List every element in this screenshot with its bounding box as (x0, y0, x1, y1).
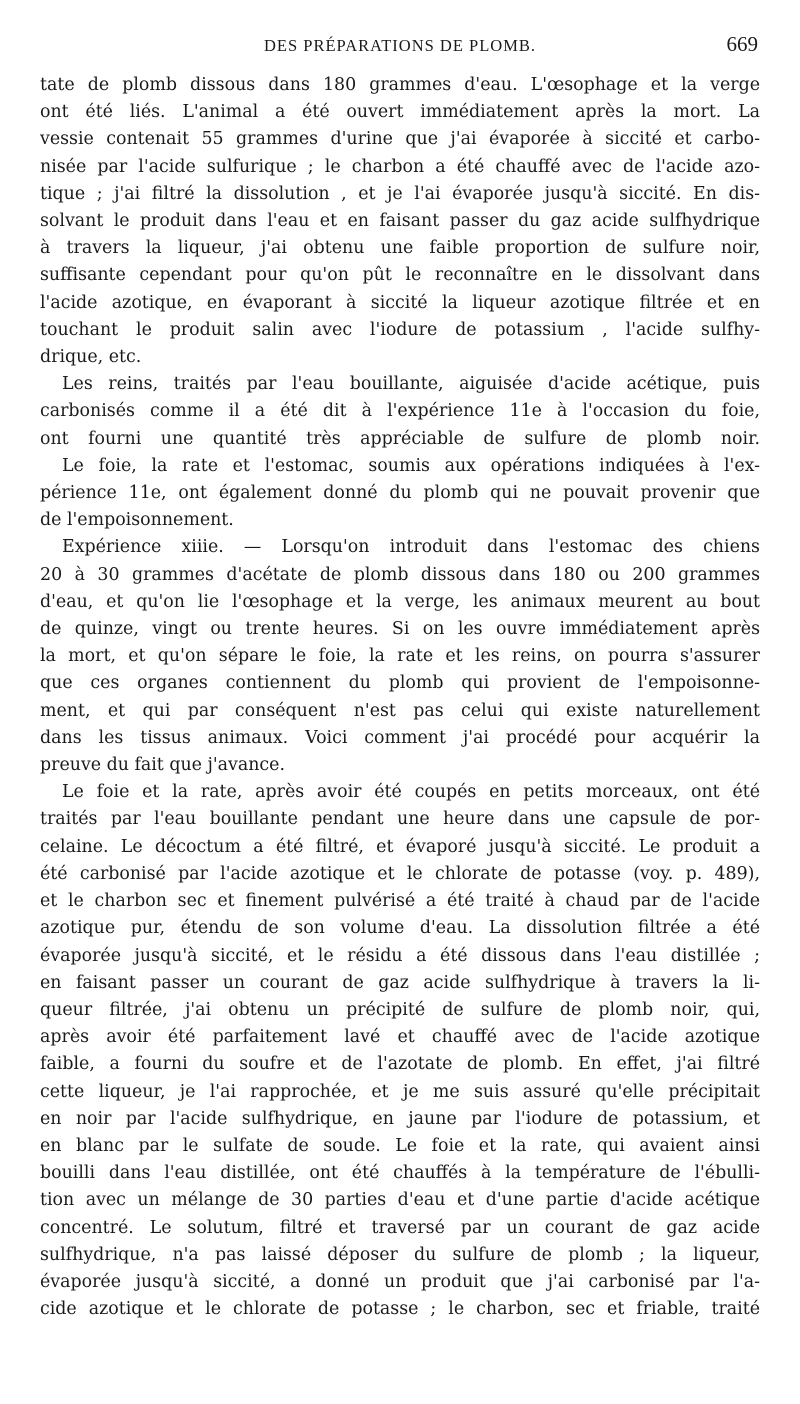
text-line: 20 à 30 grammes d'acétate de plomb dissous dans 180 ou 200 grammes (40, 564, 760, 585)
text-line: l'acide azotique, en évaporant à siccité la liqueur azotique filtrée et en (40, 292, 760, 313)
text-line: cette liqueur, je l'ai rapprochée, et je me suis assuré qu'elle précipitait (40, 1081, 760, 1102)
text-line: tique ; j'ai filtré la dissolution , et je l'ai évaporée jusqu'à siccité. En dis- (40, 183, 760, 204)
paragraph-start-line: Expérience xiiie. — Lorsqu'on introduit dans l'estomac des chiens (62, 537, 760, 558)
text-line: que ces organes contiennent du plomb qui provient de l'empoisonne- (40, 673, 760, 694)
text-line: carbonisés comme il a été dit à l'expérience 11e à l'occasion du foie, (40, 401, 760, 422)
text-line: été carbonisé par l'acide azotique et le chlorate de potasse (voy. p. 489), (40, 863, 760, 884)
text-line: après avoir été parfaitement lavé et chauffé avec de l'acide azotique (40, 1027, 760, 1048)
text-line: suffisante cependant pour qu'on pût le reconnaître en le dissolvant dans (40, 265, 760, 286)
paragraph-start-line: Les reins, traités par l'eau bouillante, aiguisée d'acide acétique, puis (62, 374, 760, 395)
text-line: traités par l'eau bouillante pendant une heure dans une capsule de por- (40, 809, 760, 830)
text-line: concentré. Le solutum, filtré et traversé par un courant de gaz acide (40, 1217, 760, 1238)
text-line: nisée par l'acide sulfurique ; le charbon a été chauffé avec de l'acide azo- (40, 156, 760, 177)
text-line: dans les tissus animaux. Voici comment j'ai procédé pour acquérir la (40, 727, 760, 748)
text-line: vessie contenait 55 grammes d'urine que j'ai évaporée à siccité et carbo- (40, 129, 760, 150)
text-line: bouilli dans l'eau distillée, ont été chauffés à la température de l'ébulli- (40, 1163, 760, 1184)
text-line: à travers la liqueur, j'ai obtenu une faible proportion de sulfure noir, (40, 238, 760, 259)
text-line: en faisant passer un courant de gaz acide sulfhydrique à travers la li- (40, 972, 760, 993)
paragraph-start-line: Le foie, la rate et l'estomac, soumis aux opérations indiquées à l'ex- (62, 455, 760, 476)
text-line: solvant le produit dans l'eau et en faisant passer du gaz acide sulfhydrique (40, 211, 760, 232)
text-line: preuve du fait que j'avance. (40, 755, 285, 776)
text-line: queur filtrée, j'ai obtenu un précipité de sulfure de plomb noir, qui, (40, 999, 760, 1020)
page-number: 669 (726, 32, 758, 56)
text-line: ont été liés. L'animal a été ouvert immédiatement après la mort. La (40, 102, 760, 123)
running-title: DES PRÉPARATIONS DE PLOMB. (263, 36, 537, 55)
text-line: évaporée jusqu'à siccité, a donné un produit que j'ai carbonisé par l'a- (40, 1271, 760, 1292)
text-line: en blanc par le sulfate de soude. Le foie et la rate, qui avaient ainsi (40, 1135, 760, 1156)
text-line: tate de plomb dissous dans 180 grammes d'eau. L'œsophage et la verge (40, 75, 760, 95)
text-line: la mort, et qu'on sépare le foie, la rate et les reins, on pourra s'assurer (40, 646, 760, 667)
text-line: ont fourni une quantité très appréciable de sulfure de plomb noir. (40, 428, 760, 449)
text-line: évaporée jusqu'à siccité, et le résidu a été dissous dans l'eau distillée ; (40, 945, 760, 966)
text-line: tion avec un mélange de 30 parties d'eau et d'une partie d'acide acétique (40, 1190, 760, 1211)
text-line: ment, et qui par conséquent n'est pas celui qui existe naturellement (40, 700, 760, 721)
text-line: celaine. Le décoctum a été filtré, et évaporé jusqu'à siccité. Le produit a (40, 836, 760, 857)
text-line: en noir par l'acide sulfhydrique, en jaune par l'iodure de potassium, et (40, 1108, 760, 1129)
text-line: et le charbon sec et finement pulvérisé a été traité à chaud par de l'acide (40, 891, 760, 912)
text-line: d'eau, et qu'on lie l'œsophage et la verge, les animaux meurent au bout (40, 591, 760, 612)
paragraph-start-line: Le foie et la rate, après avoir été coupés en petits morceaux, ont été (62, 782, 760, 803)
body-text (40, 72, 760, 1323)
text-line: de quinze, vingt ou trente heures. Si on les ouvre immédiatement après (40, 619, 760, 640)
text-line: faible, a fourni du soufre et de l'azotate de plomb. En effet, j'ai filtré (40, 1054, 760, 1075)
text-line: drique, etc. (40, 347, 142, 368)
text-line: touchant le produit salin avec l'iodure de potassium , l'acide sulfhy- (40, 319, 760, 340)
text-line: de l'empoisonnement. (40, 510, 234, 531)
running-header (40, 32, 760, 66)
text-line: azotique pur, étendu de son volume d'eau. La dissolution filtrée a été (40, 918, 760, 939)
text-line: sulfhydrique, n'a pas laissé déposer du sulfure de plomb ; la liqueur, (40, 1244, 760, 1265)
text-line: périence 11e, ont également donné du plomb qui ne pouvait provenir que (40, 483, 760, 504)
text-line: cide azotique et le chlorate de potasse ; le charbon, sec et friable, traité (40, 1299, 760, 1320)
